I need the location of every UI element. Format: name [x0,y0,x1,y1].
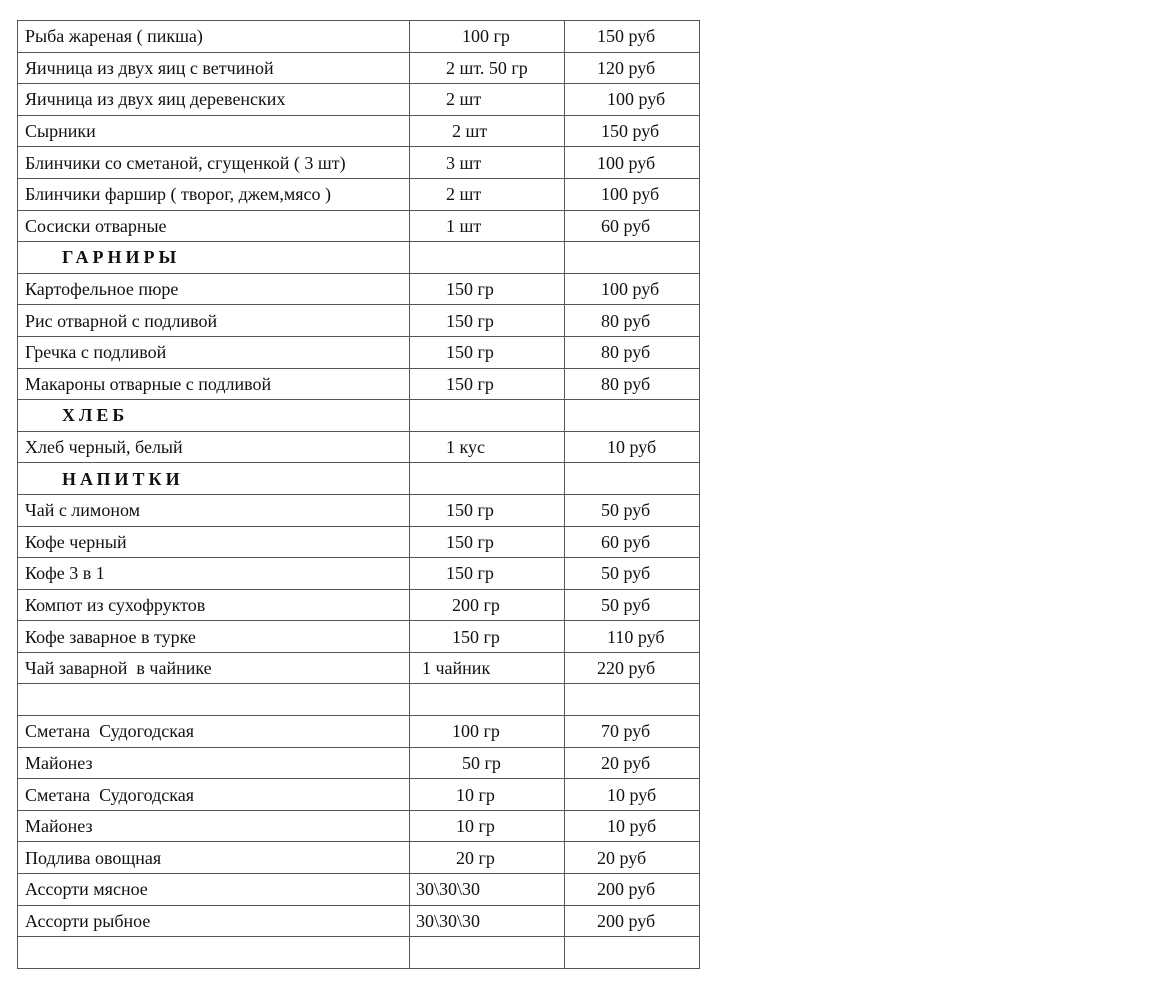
menu-item-row [18,431,700,463]
item-portion: 2 шт. 50 гр [410,52,565,84]
item-name: Компот из сухофруктов [18,589,410,621]
item-portion: 1 кус [410,431,565,463]
item-price: 80 руб [565,368,700,400]
item-price: 100 руб [565,178,700,210]
item-portion: 150 гр [410,494,565,526]
item-name: Кофе черный [18,526,410,558]
item-portion: 150 гр [410,558,565,590]
item-portion: 100 гр [410,21,565,53]
item-price [565,684,700,716]
item-name: Ассорти мясное [18,874,410,906]
section-title: ГАРНИРЫ [18,242,410,274]
menu-item-row [18,589,700,621]
menu-item-row [18,747,700,779]
section-header-row [18,463,700,495]
item-name: Кофе 3 в 1 [18,558,410,590]
item-portion: 1 чайник [410,652,565,684]
menu-item-row [18,273,700,305]
menu-item-row [18,305,700,337]
blank-row [18,937,700,969]
section-header-row [18,400,700,432]
menu-item-row [18,84,700,116]
menu-item-row [18,621,700,653]
item-price: 50 руб [565,558,700,590]
section-title: ХЛЕБ [18,400,410,432]
item-price: 200 руб [565,905,700,937]
item-portion: 2 шт [410,178,565,210]
item-price: 70 руб [565,716,700,748]
item-portion [410,242,565,274]
menu-table-body [18,21,700,969]
item-portion: 50 гр [410,747,565,779]
item-portion: 150 гр [410,621,565,653]
menu-item-row [18,558,700,590]
item-price [565,937,700,969]
item-portion: 2 шт [410,115,565,147]
menu-item-row [18,652,700,684]
menu-item-row [18,842,700,874]
menu-item-row [18,178,700,210]
item-name: Ассорти рыбное [18,905,410,937]
item-name: Хлеб черный, белый [18,431,410,463]
item-portion: 150 гр [410,273,565,305]
item-price: 100 руб [565,273,700,305]
menu-item-row [18,115,700,147]
item-name: Макароны отварные с подливой [18,368,410,400]
menu-item-row [18,52,700,84]
menu-table [17,20,700,969]
item-price: 80 руб [565,305,700,337]
item-name: Рыба жареная ( пикша) [18,21,410,53]
item-portion: 30\30\30 [410,874,565,906]
item-price: 150 руб [565,115,700,147]
item-price: 80 руб [565,336,700,368]
menu-item-row [18,810,700,842]
menu-item-row [18,210,700,242]
item-name: Майонез [18,810,410,842]
item-name: Сметана Судогодская [18,779,410,811]
menu-item-row [18,779,700,811]
item-portion: 30\30\30 [410,905,565,937]
item-portion: 150 гр [410,526,565,558]
item-name: Сырники [18,115,410,147]
item-name: Картофельное пюре [18,273,410,305]
item-portion [410,463,565,495]
item-portion: 150 гр [410,305,565,337]
item-name [18,937,410,969]
blank-row [18,684,700,716]
item-price: 200 руб [565,874,700,906]
item-name [18,684,410,716]
item-price [565,242,700,274]
item-price: 120 руб [565,52,700,84]
item-name: Сметана Судогодская [18,716,410,748]
menu-item-row [18,147,700,179]
menu-item-row [18,716,700,748]
menu-item-row [18,336,700,368]
item-portion: 20 гр [410,842,565,874]
item-price: 100 руб [565,147,700,179]
item-portion: 150 гр [410,368,565,400]
item-price: 100 руб [565,84,700,116]
item-portion: 1 шт [410,210,565,242]
section-header-row [18,242,700,274]
item-name: Рис отварной с подливой [18,305,410,337]
item-name: Блинчики фаршир ( творог, джем,мясо ) [18,178,410,210]
item-price: 60 руб [565,210,700,242]
item-portion: 3 шт [410,147,565,179]
menu-item-row [18,494,700,526]
item-name: Сосиски отварные [18,210,410,242]
section-title: НАПИТКИ [18,463,410,495]
item-name: Гречка с подливой [18,336,410,368]
item-portion: 100 гр [410,716,565,748]
item-price: 20 руб [565,747,700,779]
item-name: Яичница из двух яиц с ветчиной [18,52,410,84]
item-price: 60 руб [565,526,700,558]
item-portion: 10 гр [410,779,565,811]
item-name: Яичница из двух яиц деревенских [18,84,410,116]
item-price: 110 руб [565,621,700,653]
menu-item-row [18,874,700,906]
item-price [565,463,700,495]
item-name: Подлива овощная [18,842,410,874]
item-price: 220 руб [565,652,700,684]
item-price [565,400,700,432]
menu-item-row [18,21,700,53]
item-price: 10 руб [565,779,700,811]
item-price: 10 руб [565,431,700,463]
menu-item-row [18,368,700,400]
item-name: Кофе заварное в турке [18,621,410,653]
item-name: Блинчики со сметаной, сгущенкой ( 3 шт) [18,147,410,179]
item-price: 50 руб [565,494,700,526]
item-name: Майонез [18,747,410,779]
item-portion: 10 гр [410,810,565,842]
item-portion: 200 гр [410,589,565,621]
item-portion: 150 гр [410,336,565,368]
item-price: 10 руб [565,810,700,842]
menu-item-row [18,905,700,937]
item-price: 50 руб [565,589,700,621]
item-portion [410,684,565,716]
item-name: Чай заварной в чайнике [18,652,410,684]
item-price: 20 руб [565,842,700,874]
menu-item-row [18,526,700,558]
item-price: 150 руб [565,21,700,53]
item-portion [410,937,565,969]
item-portion [410,400,565,432]
item-portion: 2 шт [410,84,565,116]
item-name: Чай с лимоном [18,494,410,526]
